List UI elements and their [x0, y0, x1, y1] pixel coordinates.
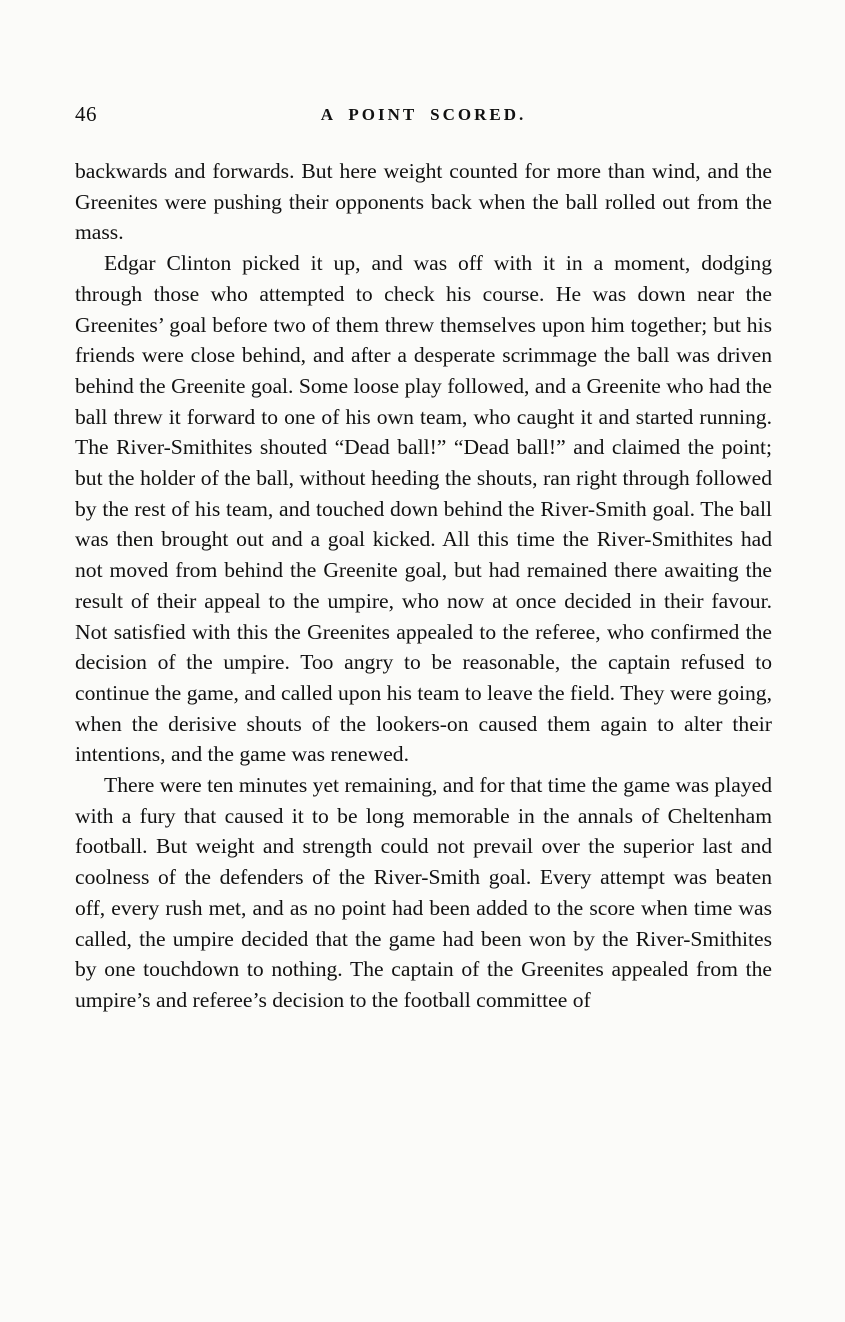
running-header: [75, 100, 772, 134]
paragraph: There were ten minutes yet remaining, and for that time the game was played with a fury that caused it to be long memorable in the annals of Cheltenham football. But weight and strength could not prevail over the superior last and coolness of the defenders of the River-Smith goal. Every attempt was beaten off, every rush met, and as no point had been added to the score when time was called, the umpire decided that the game had been won by the River-Smithites by one touchdown to nothing. The captain of the Greenites appealed from the umpire’s and referee’s decision to the football committee of: [75, 773, 772, 1012]
paragraph: Edgar Clinton picked it up, and was off with it in a moment, dodging through those who attempted to check his course. He was down near the Greenites’ goal before two of them threw themselves upon him together; but his friends were close behind, and after a desperate scrimmage the ball was driven behind the Greenite goal. Some loose play followed, and a Greenite who had the ball threw it forward to one of his own team, who caught it and started running. The River-Smithites shouted “Dead ball!” “Dead ball!” and claimed the point; but the holder of the ball, without heeding the shouts, ran right through followed by the rest of his team, and touched down behind the River-Smith goal. The ball was then brought out and a goal kicked. All this time the River-Smithites had not moved from behind the Greenite goal, but had remained there awaiting the result of their appeal to the umpire, who now at once decided in their favour. Not satisfied with this the Greenites appealed to the referee, who confirmed the decision of the umpire. Too angry to be reasonable, the captain refused to continue the game, and called upon his team to leave the field. They were going, when the derisive shouts of the lookers-on caused them again to alter their intentions, and the game was renewed.: [75, 251, 772, 767]
chapter-running-title: A POINT SCORED.: [320, 105, 527, 124]
text-block: [75, 100, 772, 1016]
page-number: 46: [75, 102, 97, 126]
body-text: [75, 156, 772, 1016]
paragraph: backwards and forwards. But here weight counted for more than wind, and the Greenites were pushing their opponents back when the ball rolled out from the mass.: [75, 159, 772, 245]
